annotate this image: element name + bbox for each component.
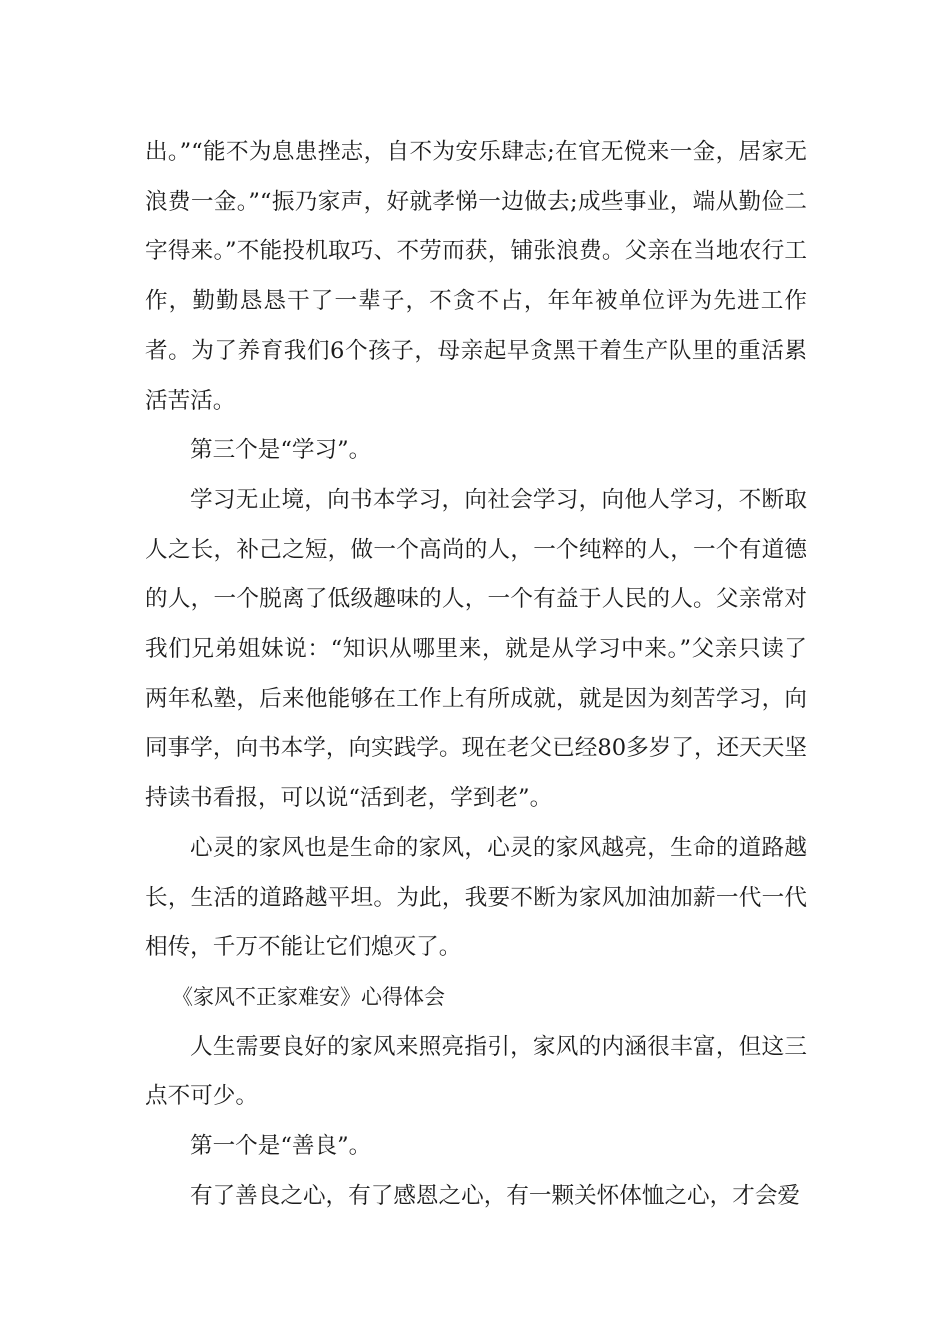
paragraph-intro: 人生需要良好的家风来照亮指引，家风的内涵很丰富，但这三点不可少。: [145, 1033, 807, 1110]
section-heading-kindness: 第一个是“善良”。: [190, 1133, 372, 1160]
article-title: 《家风不正家难安》心得体会: [172, 984, 445, 1009]
document-body: [145, 128, 807, 1221]
paragraph-kindness: 有了善良之心，有了感恩之心，有一颗关怀体恤之心，才会爱: [190, 1182, 801, 1209]
paragraph-study: 学习无止境，向书本学习，向社会学习，向他人学习，不断取人之长，补己之短，做一个高尚的人，一个纯粹的人，一个有道德的人，一个脱离了低级趣味的人，一个有益于人民的人。父亲常对我们兄弟姐妹说：“知识从哪里来，就是从学习中来。”父亲只读了两年私塾，后来他能够在工作上有所成就，就是因为刻苦学习，向同事学，向书本学，向实践学。现在老父已经80多岁了，还天天坚持读书看报，可以说“活到老，学到老”。: [145, 486, 807, 812]
paragraph-continuation: 出。”“能不为息患挫志，自不为安乐肆志;在官无傥来一金，居家无浪费一金。”“振乃家声，好就孝悌一边做去;成些事业，端从勤俭二字得来。”不能投机取巧、不劳而获，铺张浪费。父亲在当地农行工作，勤勤恳恳干了一辈子，不贪不占，年年被单位评为先进工作者。为了养育我们6个孩子，母亲起早贪黑干着生产队里的重活累活苦活。: [145, 139, 807, 414]
paragraph-conclusion: 心灵的家风也是生命的家风，心灵的家风越亮，生命的道路越长，生活的道路越平坦。为此，我要不断为家风加油加薪一代一代相传，千万不能让它们熄灭了。: [145, 834, 807, 961]
section-heading-study: 第三个是“学习”。: [190, 437, 372, 464]
